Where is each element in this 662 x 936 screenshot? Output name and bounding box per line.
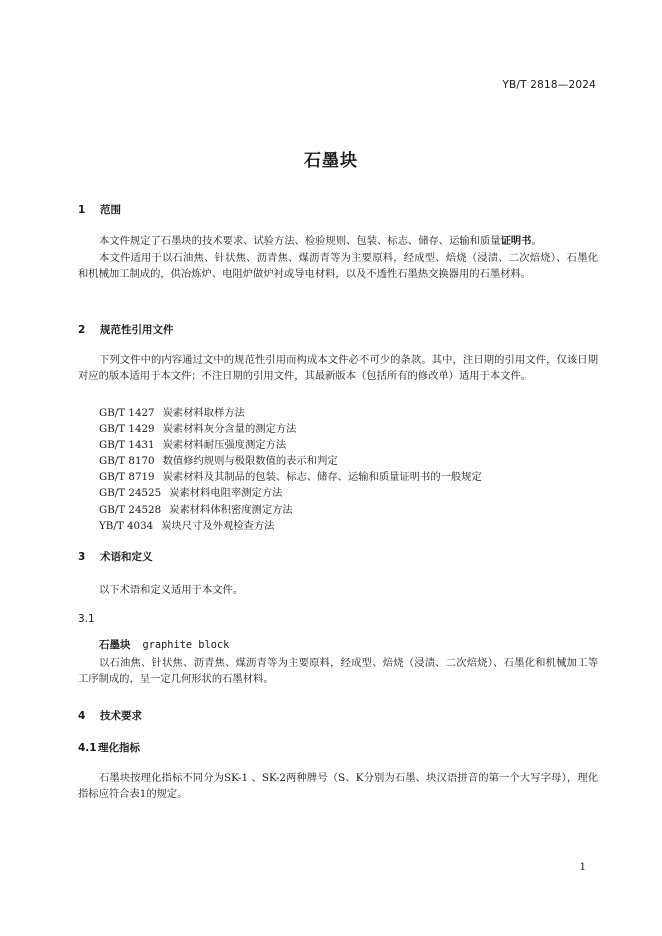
reference-name: 数值修约规则与极限数值的表示和判定: [162, 455, 338, 468]
subsection-4-1-number: 4.1: [78, 742, 97, 754]
reference-code: GB/T 1429: [99, 423, 155, 436]
reference-item: [99, 485, 482, 501]
subsection-4-1-heading: [78, 740, 140, 755]
section-2-number: 2: [78, 324, 86, 336]
section-4-heading: [78, 708, 142, 723]
section-1-paragraph-2: 本文件适用于以石油焦、针状焦、沥青焦、煤沥青等为主要原料，经成型、焙烧（浸渍、二次焙烧）、石墨化和机械加工制成的，供冶炼炉、电阻炉做炉衬或导电材料，以及不透性石墨热交换器用的石墨材料。: [78, 252, 598, 280]
section-3-heading: [78, 549, 153, 564]
reference-name: 炭素材料电阻率测定方法: [169, 487, 283, 500]
section-3-number: 3: [78, 551, 86, 563]
reference-code: GB/T 8170: [99, 455, 155, 468]
section-1-paragraph-1-text: 本文件规定了石墨块的技术要求、试验方法、检验规则、包装、标志、储存、运输和质量: [99, 235, 501, 247]
reference-item: [99, 437, 482, 453]
section-1-title: 范围: [100, 204, 121, 216]
reference-item: [99, 502, 482, 518]
section-1-heading: [78, 202, 121, 217]
section-4-title: 技术要求: [100, 710, 142, 722]
reference-item: [99, 453, 482, 469]
reference-name: 炭块尺寸及外观检查方法: [161, 519, 275, 532]
term-definition: 以石油焦、针状焦、沥青焦、煤沥青等为主要原料，经成型、焙烧（浸渍、二次焙烧）、石墨化和机械加工等工序制成的，呈一定几何形状的石墨材料。: [78, 657, 598, 685]
document-title: 石墨块: [304, 151, 358, 171]
reference-item: [99, 518, 482, 534]
subsection-4-1-paragraph: 石墨块按理化指标不同分为SK-1 、SK-2两种牌号（S、K分别为石墨、块汉语拼音的第一个大写字母），理化指标应符合表1的规定。: [78, 772, 598, 800]
section-2-title: 规范性引用文件: [100, 324, 174, 336]
term-en: graphite block: [142, 639, 230, 651]
reference-name: 炭素材料耐压强度测定方法: [162, 439, 287, 452]
reference-code: GB/T 24525: [99, 487, 162, 500]
reference-code: GB/T 1427: [99, 407, 155, 419]
section-1-paragraph-1-bold: 证明书: [500, 235, 532, 247]
subsection-4-1-title: 理化指标: [98, 742, 140, 754]
reference-name: 炭素材料取样方法: [162, 407, 245, 419]
reference-code: GB/T 8719: [99, 471, 155, 484]
section-1-paragraph-1: [78, 233, 598, 249]
reference-name: 炭素材料灰分含量的测定方法: [162, 423, 297, 436]
reference-item: [99, 405, 482, 421]
standard-code: YB/T 2818—2024: [502, 79, 596, 91]
section-4-number: 4: [78, 710, 86, 722]
term-zh: 石墨块: [99, 639, 131, 651]
reference-item: [99, 469, 482, 485]
reference-code: YB/T 4034: [99, 519, 154, 532]
section-2-intro: 下列文件中的内容通过文中的规范性引用而构成本文件必不可少的条款。其中，注日期的引用文件，仅该日期对应的版本适用于本文件；不注日期的引用文件，其最新版本（包括所有的修改单）适用于本文件。: [78, 354, 598, 382]
section-3-title: 术语和定义: [100, 551, 153, 563]
reference-item: [99, 421, 482, 437]
section-3-intro: 以下术语和定义适用于本文件。: [99, 584, 244, 596]
section-1-paragraph-1-end: 。: [531, 235, 542, 247]
page-number: 1: [579, 862, 586, 873]
reference-name: 炭素材料及其制品的包装、标志、储存、运输和质量证明书的一般规定: [162, 471, 482, 484]
reference-code: GB/T 24528: [99, 503, 162, 516]
reference-list: [99, 405, 482, 534]
term-number: 3.1: [78, 613, 95, 625]
reference-name: 炭素材料体积密度测定方法: [169, 503, 293, 516]
section-1-number: 1: [78, 204, 86, 216]
reference-code: GB/T 1431: [99, 439, 155, 452]
term-entry: [99, 637, 229, 652]
section-2-heading: [78, 322, 174, 337]
